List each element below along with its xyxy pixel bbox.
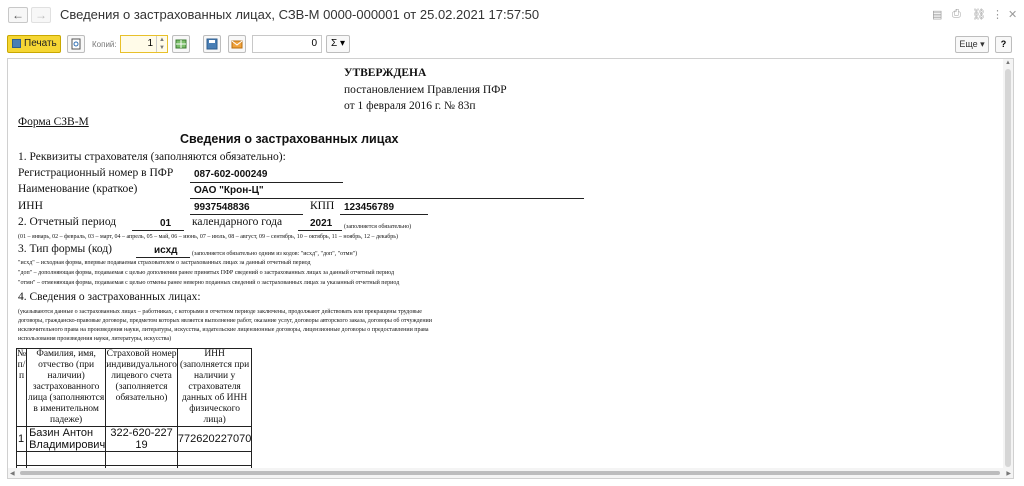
period-underline bbox=[132, 230, 184, 231]
copies-label: Копий: bbox=[92, 40, 117, 49]
document-viewer[interactable] bbox=[7, 58, 1014, 479]
inn-value: 9937548836 bbox=[194, 202, 250, 213]
insured-persons-table bbox=[16, 348, 252, 479]
form-type-note: (заполняется обязательно одним из кодов: "исхд", "доп", "отмн") bbox=[192, 251, 358, 257]
title-bar bbox=[0, 0, 1024, 30]
kpp-underline bbox=[340, 214, 428, 215]
year-value: 2021 bbox=[310, 218, 333, 229]
reg-number-underline bbox=[190, 182, 343, 183]
close-icon[interactable]: ✕ bbox=[1008, 9, 1018, 21]
year-underline bbox=[298, 230, 342, 231]
year-note: (заполняется обязательно) bbox=[344, 224, 412, 230]
sum-mode-button[interactable]: Σ ▾ bbox=[326, 35, 350, 53]
print-button-label: Печать bbox=[24, 38, 57, 49]
approved-heading: УТВЕРЖДЕНА bbox=[344, 67, 427, 79]
document-title: Сведения о застрахованных лицах bbox=[180, 132, 399, 146]
section-3-heading: 3. Тип формы (код) bbox=[18, 243, 113, 255]
table-row bbox=[17, 452, 252, 466]
form-name: Форма СЗВ-М bbox=[18, 116, 89, 128]
save-icon bbox=[204, 36, 220, 52]
year-label: календарного года bbox=[192, 216, 283, 228]
vertical-scroll-thumb[interactable] bbox=[1005, 69, 1011, 467]
row-inn: 772620227070 bbox=[177, 427, 251, 452]
form-type-desc-3: "отмн" – отменяющая форма, подаваемая с целью отмены ранее неверно поданных сведений о застрахованных лицах за указанный отчетный период bbox=[18, 280, 400, 286]
back-button[interactable] bbox=[8, 7, 28, 23]
col-header-snils: Страховой номер индивидуального лицевого счета (заполняется обязательно) bbox=[106, 349, 178, 427]
sum-field[interactable]: 0 bbox=[252, 35, 322, 53]
copies-value: 1 bbox=[147, 38, 153, 49]
print-button[interactable] bbox=[7, 35, 61, 53]
doc-icon[interactable]: ▤ bbox=[932, 9, 943, 21]
section-4-heading: 4. Сведения о застрахованных лицах: bbox=[18, 291, 201, 303]
col-header-number: № п/п bbox=[17, 349, 27, 427]
kpp-label: КПП bbox=[310, 200, 335, 212]
kpp-value: 123456789 bbox=[344, 202, 395, 213]
row-snils: 322-620-227 19 bbox=[106, 427, 178, 452]
email-button[interactable] bbox=[228, 35, 246, 53]
empty-cell bbox=[17, 452, 27, 466]
copies-input[interactable] bbox=[120, 35, 168, 53]
horizontal-scrollbar[interactable] bbox=[8, 468, 1013, 478]
inn-underline bbox=[190, 214, 303, 215]
printer-icon bbox=[12, 39, 21, 48]
preview-icon bbox=[68, 36, 84, 52]
inn-label: ИНН bbox=[18, 200, 43, 212]
name-label: Наименование (краткое) bbox=[18, 183, 138, 195]
period-value: 01 bbox=[160, 218, 172, 229]
section-4-note-3: исключительного права на произведения науки, литературы, искусства, издательские лицензионные договоры, лицензионные договоры о предоставлении права bbox=[18, 327, 429, 333]
scroll-right-icon[interactable]: ▶ bbox=[1006, 471, 1011, 477]
form-type-underline bbox=[136, 257, 190, 258]
preview-button[interactable] bbox=[67, 35, 85, 53]
empty-cell bbox=[177, 452, 251, 466]
section-4-note-4: использования произведения науки, литературы, искусства) bbox=[18, 336, 172, 342]
link-icon[interactable]: ⛓ bbox=[972, 9, 986, 21]
back-arrow-icon: ← bbox=[12, 8, 24, 22]
months-note: (01 – январь, 02 – февраль, 03 – март, 04 – апрель, 05 – май, 06 – июнь, 07 – июль, 08 – август, 09 – сентябрь, 10 – октябрь, 11 – ноябрь, 12 – декабрь) bbox=[18, 234, 399, 240]
name-underline bbox=[190, 198, 584, 199]
help-button[interactable]: ? bbox=[995, 36, 1012, 53]
forward-button[interactable] bbox=[31, 7, 51, 23]
print-icon[interactable]: ⎙ bbox=[952, 8, 961, 20]
forward-arrow-icon: → bbox=[35, 8, 47, 22]
horizontal-scroll-thumb[interactable] bbox=[20, 471, 1000, 475]
row-number: 1 bbox=[17, 427, 27, 452]
scroll-left-icon[interactable]: ◀ bbox=[10, 471, 15, 477]
save-button[interactable] bbox=[203, 35, 221, 53]
table-view-button[interactable] bbox=[172, 35, 190, 53]
section-1-heading: 1. Реквизиты страхователя (заполняются обязательно): bbox=[18, 151, 286, 163]
window-title: Сведения о застрахованных лицах, СЗВ-М 0000-000001 от 25.02.2021 17:57:50 bbox=[60, 7, 540, 22]
name-value: ОАО "Крон-Ц" bbox=[194, 185, 264, 196]
form-type-value: исхд bbox=[154, 245, 178, 256]
table-icon bbox=[173, 36, 189, 52]
section-4-note-2: договоры, гражданско-правовые договоры, предметом которых является выполнение работ, оказание услуг, договоры авторского заказа, договоры об отчуждении bbox=[18, 318, 432, 324]
empty-cell bbox=[106, 452, 178, 466]
copies-spinner[interactable]: ▲ ▼ bbox=[156, 36, 167, 52]
reg-number-value: 087-602-000249 bbox=[194, 169, 268, 180]
toolbar bbox=[0, 30, 1024, 58]
empty-cell bbox=[27, 452, 106, 466]
more-icon[interactable]: ⋮ bbox=[992, 9, 1003, 21]
approved-line-2: постановлением Правления ПФР bbox=[344, 84, 507, 96]
col-header-inn: ИНН (заполняется при наличии у страхователя данных об ИНН физического лица) bbox=[177, 349, 251, 427]
section-4-note-1: (указываются данные о застрахованных лицах – работниках, с которыми в отчетном периоде заключены, продолжают действовать или прекращены трудовые bbox=[18, 309, 422, 315]
form-type-desc-2: "доп" – дополняющая форма, подаваемая с целью дополнения ранее принятых ПФР сведений о застрахованных лицах за данный отчетный период bbox=[18, 270, 395, 276]
reg-number-label: Регистрационный номер в ПФР bbox=[18, 167, 174, 179]
table-row bbox=[17, 427, 252, 452]
form-type-desc-1: "исхд" – исходная форма, впервые подаваемая страхователем о застрахованных лицах за данный отчетный период bbox=[18, 260, 311, 266]
approved-line-3: от 1 февраля 2016 г. № 83п bbox=[344, 100, 476, 112]
col-header-full-name: Фамилия, имя, отчество (при наличии) застрахованного лица (заполняются в именительном падеже) bbox=[28, 349, 105, 425]
section-2-heading: 2. Отчетный период bbox=[18, 216, 117, 228]
row-full-name: Базин Антон Владимирович bbox=[27, 427, 106, 452]
envelope-icon bbox=[229, 36, 245, 52]
scroll-up-icon[interactable]: ▲ bbox=[1005, 60, 1011, 66]
more-button[interactable]: Еще ▾ bbox=[955, 36, 989, 53]
vertical-scrollbar[interactable] bbox=[1003, 59, 1013, 469]
